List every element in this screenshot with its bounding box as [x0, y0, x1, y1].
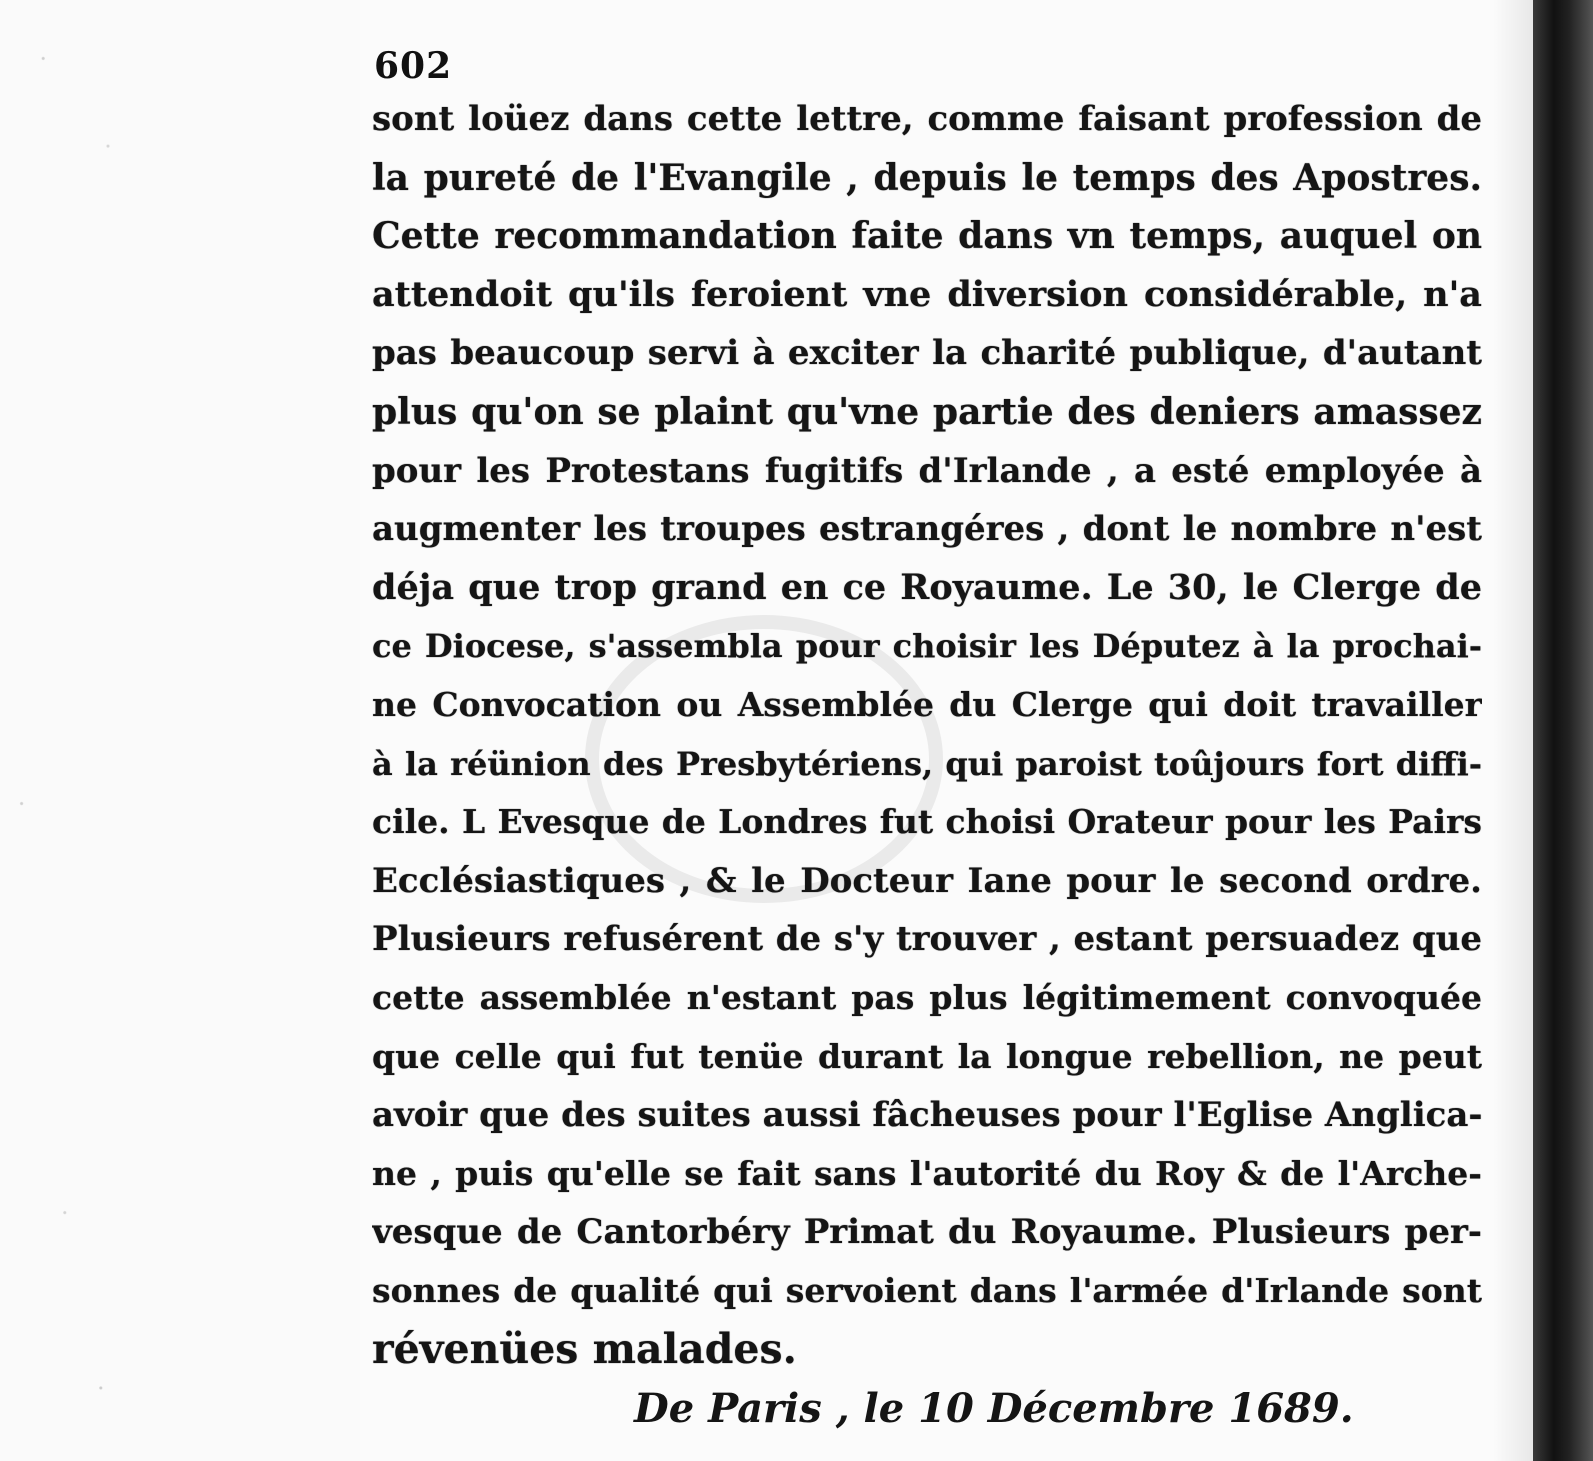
text-line: avoir que des suites aussi fâcheuses pour l'Eglise Anglica-	[372, 1095, 1482, 1136]
text-line: ne , puis qu'elle se fait sans l'autorité du Roy & de l'Arche-	[372, 1153, 1482, 1193]
text-line: révenües malades.	[372, 1325, 797, 1374]
text-line: cette assemblée n'estant pas plus légitimement convoquée	[372, 977, 1482, 1017]
text-line: déja que trop grand en ce Royaume. Le 30, le Clerge de	[372, 566, 1482, 608]
text-line: vesque de Cantorbéry Primat du Royaume. Plusieurs per-	[372, 1212, 1482, 1253]
text-line: la pureté de l'Evangile , depuis le temps des Apostres.	[372, 156, 1482, 199]
text-line: ne Convocation ou Assemblée du Clerge qui doit travailler	[372, 684, 1482, 724]
text-line: plus qu'on se plaint qu'vne partie des deniers amassez	[372, 390, 1482, 433]
text-line: à la réünion des Presbytériens, qui paroist toûjours fort diffi-	[372, 744, 1482, 783]
text-line: Ecclésiastiques , & le Docteur Iane pour le second ordre.	[372, 860, 1482, 901]
text-line: que celle qui fut tenüe durant la longue rebellion, ne peut	[372, 1036, 1482, 1076]
text-line: sonnes de qualité qui servoient dans l'armée d'Irlande sont	[372, 1270, 1482, 1310]
binding-shadow	[1493, 0, 1533, 1461]
dateline: De Paris , le 10 Décembre 1689.	[634, 1385, 1354, 1433]
text-line: cile. L Evesque de Londres fut choisi Orateur pour les Pairs	[372, 802, 1482, 842]
text-line: Cette recommandation faite dans vn temps, auquel on	[372, 215, 1482, 258]
text-line: pas beaucoup servi à exciter la charité publique, d'autant	[372, 333, 1482, 374]
text-line: attendoit qu'ils feroient vne diversion considérable, n'a	[372, 273, 1482, 315]
text-line: sont loüez dans cette lettre, comme faisant profession de	[372, 99, 1482, 139]
text-line: Plusieurs refusérent de s'y trouver , estant persuadez que	[372, 919, 1482, 960]
text-block	[372, 42, 1482, 1435]
book-binding-edge	[1533, 0, 1593, 1461]
text-line: augmenter les troupes estrangéres , dont le nombre n'est	[372, 509, 1482, 550]
text-line: pour les Protestans fugitifs d'Irlande , a esté employée à	[372, 450, 1482, 491]
text-line: ce Diocese, s'assembla pour choisir les Députez à la prochai-	[372, 627, 1482, 666]
page-number: 602	[374, 45, 453, 87]
scan-margin	[0, 0, 360, 1461]
